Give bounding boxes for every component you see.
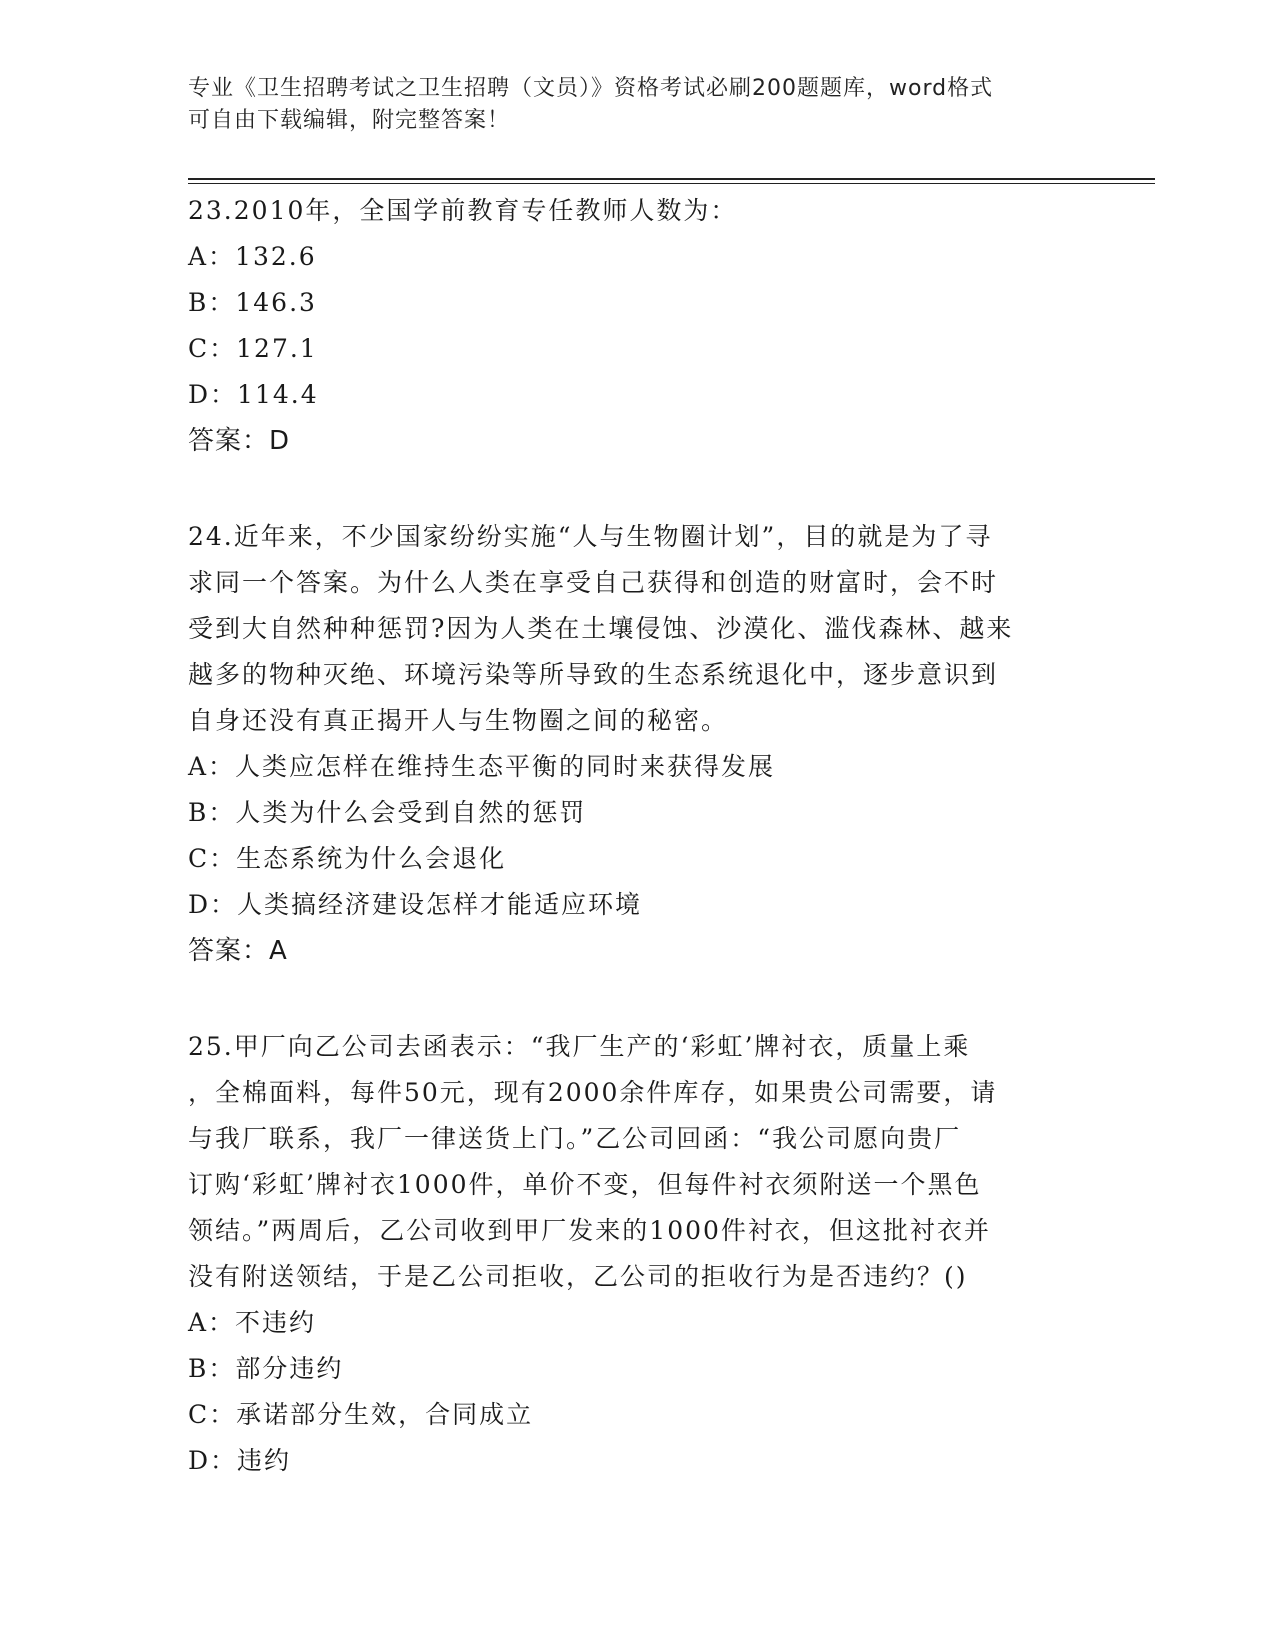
- question-spacer: [188, 974, 1088, 1024]
- question-text-line: ，全棉面料，每件50元，现有2000余件库存，如果贵公司需要，请: [188, 1078, 998, 1107]
- option-c: C：承诺部分生效，合同成立: [188, 1400, 534, 1429]
- question-text-line: 23.2010年，全国学前教育专任教师人数为：: [188, 196, 738, 225]
- header-divider-thin: [188, 183, 1155, 184]
- option-c: C：生态系统为什么会退化: [188, 844, 507, 873]
- question-text-line: 受到大自然种种惩罚?因为人类在土壤侵蚀、沙漠化、滥伐森林、越来: [188, 614, 1014, 643]
- question-23: [188, 188, 1088, 464]
- header-divider-thick: [188, 178, 1155, 180]
- header-line-2: 可自由下载编辑，附完整答案！: [188, 108, 511, 133]
- option-b: B：人类为什么会受到自然的惩罚: [188, 798, 587, 827]
- option-d: D：人类搞经济建设怎样才能适应环境: [188, 890, 643, 919]
- question-list: [188, 188, 1088, 1484]
- answer-line: 答案：D: [188, 426, 291, 456]
- option-a: A：人类应怎样在维持生态平衡的同时来获得发展: [188, 752, 776, 781]
- option-a: A：不违约: [188, 1308, 317, 1337]
- answer-line: 答案：A: [188, 936, 288, 966]
- question-text-line: 自身还没有真正揭开人与生物圈之间的秘密。: [188, 706, 729, 735]
- option-a: A：132.6: [188, 242, 317, 271]
- question-spacer: [188, 464, 1088, 514]
- option-b: B：部分违约: [188, 1354, 344, 1383]
- question-text-line: 求同一个答案。为什么人类在享受自己获得和创造的财富时，会不时: [188, 568, 999, 597]
- option-b: B：146.3: [188, 288, 317, 317]
- question-text-line: 订购‘彩虹’牌衬衣1000件，单价不变，但每件衬衣须附送一个黑色: [188, 1170, 982, 1199]
- option-d: D：114.4: [188, 380, 319, 409]
- question-text-line: 24.近年来，不少国家纷纷实施“人与生物圈计划”，目的就是为了寻: [188, 522, 993, 551]
- question-text-line: 领结。”两周后，乙公司收到甲厂发来的1000件衬衣，但这批衬衣并: [188, 1216, 991, 1245]
- document-header: [188, 73, 1068, 137]
- question-text-line: 没有附送领结，于是乙公司拒收，乙公司的拒收行为是否违约？(): [188, 1262, 968, 1291]
- header-line-1: 专业《卫生招聘考试之卫生招聘（文员）》资格考试必刷200题题库，word格式: [188, 76, 994, 101]
- question-text-line: 与我厂联系，我厂一律送货上门。”乙公司回函：“我公司愿向贵厂: [188, 1124, 962, 1153]
- option-d: D：违约: [188, 1446, 292, 1475]
- option-c: C：127.1: [188, 334, 318, 363]
- question-25: [188, 1024, 1088, 1484]
- question-text-line: 越多的物种灭绝、环境污染等所导致的生态系统退化中，逐步意识到: [188, 660, 999, 689]
- question-text-line: 25.甲厂向乙公司去函表示：“我厂生产的‘彩虹’牌衬衣，质量上乘: [188, 1032, 971, 1061]
- question-24: [188, 514, 1088, 974]
